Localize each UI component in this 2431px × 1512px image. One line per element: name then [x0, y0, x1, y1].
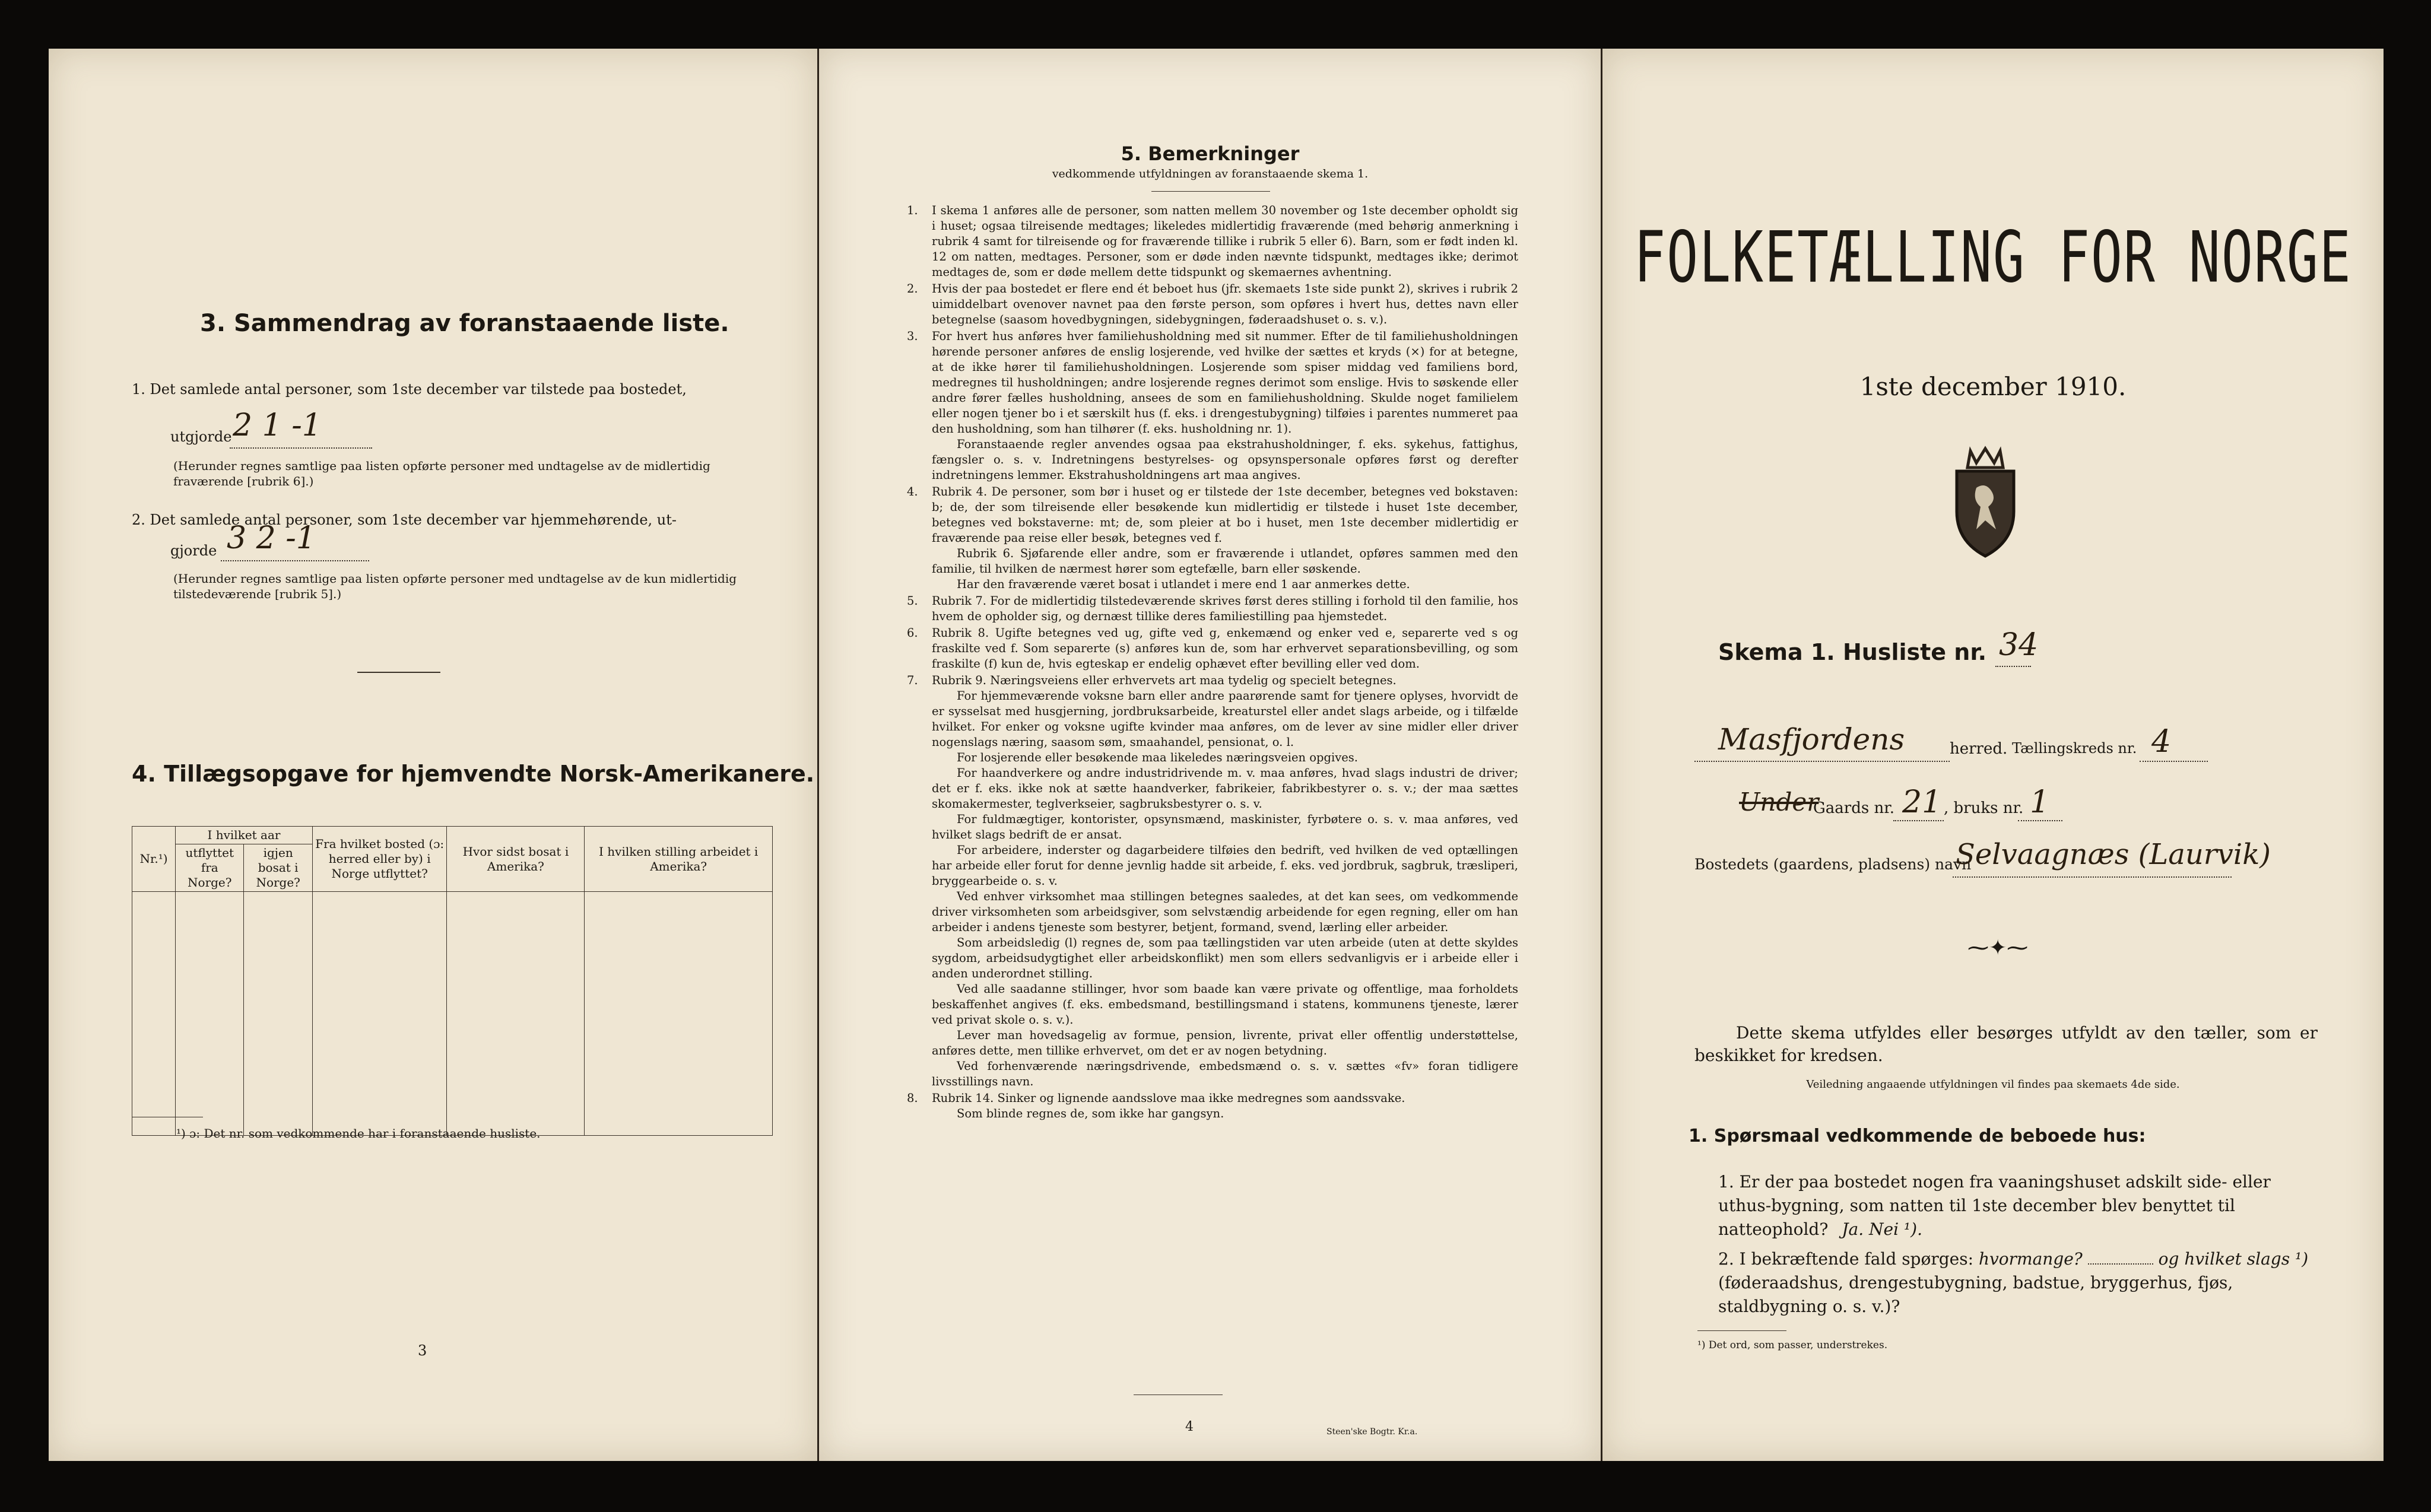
page-number: 4 — [1185, 1419, 1194, 1434]
questions-heading: 1. Spørsmaal vedkommende de beboede hus: — [1689, 1126, 2146, 1146]
instruction: Dette skema utfyldes eller besørges utfyldt av den tæller, som er beskikket for kredsen. — [1694, 1023, 2318, 1065]
paragraph-text: Har den fraværende været bosat i utlandet i mere end 1 aar anmerkes dette. — [957, 577, 1410, 591]
gaard-line — [1893, 820, 1944, 821]
section3-item2-note: (Herunder regnes samtlige paa listen opførte personer med undtagelse av de kun midlertidig tilstedeværende [rubrik 5].) — [173, 571, 737, 601]
divider — [357, 672, 440, 673]
section3-item1-text: 1. Det samlede antal personer, som 1ste december var tilstede paa bostedet, — [132, 381, 687, 398]
kreds-label: Tællingskreds nr. — [2012, 740, 2137, 757]
norsk-amerikanere-table — [132, 826, 773, 1136]
bemerkning-paragraph — [907, 484, 1518, 546]
page-middle — [819, 49, 1601, 1461]
question-1-answer: Ja. Nei ¹). — [1842, 1219, 1922, 1239]
question-2 — [1718, 1247, 2312, 1319]
ornament-icon: ⁓✦⁓ — [1967, 936, 2029, 960]
paragraph-number: 8. — [907, 1091, 918, 1105]
paragraph-text: Som arbeidsledig (l) regnes de, som paa tællingstiden var uten arbeide (uten at dette skyldes sygdom, arbeidsudygtighet eller arbeidskonflikt) men som ellers sedvanligvis er i arbeide eller i anden underordnet stilling. — [932, 936, 1518, 980]
bemerkning-paragraph — [907, 1091, 1518, 1106]
bemerkning-paragraph — [907, 203, 1518, 280]
paragraph-text: For arbeidere, inderster og dagarbeidere tilføies den bedrift, ved hvilken de ved optællingen har arbeide eller forut for denne jevnlig hadde sit arbeide, f. eks. ved jordbruk, sagbruk, træsliperi, bryggearbeide o. s. v. — [932, 843, 1518, 888]
bemerkning-paragraph — [907, 593, 1518, 624]
page-left — [49, 49, 817, 1461]
col-sidst: Hvor sidst bosat i Amerika? — [447, 827, 585, 892]
question-1 — [1718, 1170, 2312, 1241]
bosted-value: Selvaagnæs (Laurvik) — [1956, 838, 2271, 871]
bemerkning-paragraph — [907, 981, 1518, 1028]
question-2-examples: (føderaadshus, drengestubygning, badstue, bryggerhus, fjøs, staldbygning o. s. v.)? — [1718, 1273, 2233, 1316]
heading-rule — [1151, 191, 1270, 192]
bemerkning-paragraph — [907, 812, 1518, 843]
paragraph-text: For hvert hus anføres hver familiehusholdning med sit nummer. Efter de til familiehusholdningen hørende personer anføres de enslig losjerende, ved hvilke der sættes et kryds (×) for at betegne, at de ikke hører til familiehusholdningen. Losjerende som spiser middag ved familiens bord, medregnes til husholdningen; andre losjerende regnes derimot som enslige. Hvis to søskende eller andre fører fælles husholdning, ansees de som en familiehusholdning. Skulde noget familielem eller nogen tjener bo i et særskilt hus (f. eks. i drengestubygning) tilføies i parentes nummeret paa den husholdning, som han tilhører (f. eks. husholdning nr. 1). — [932, 329, 1518, 436]
husliste-number: 34 — [1999, 627, 2039, 663]
paragraph-text: For haandverkere og andre industridrivende m. v. maa anføres, hvad slags industri de driver; det er f. eks. ikke nok at sætte haandverker, fabrikeier, fabrikbestyrer o. s. v.; der maa sættes skomakermester, teglverkseier, sagbruksbestyrer o. s. v. — [932, 766, 1518, 811]
paragraph-text: Rubrik 6. Sjøfarende eller andre, som er fraværende i utlandet, opføres sammen med den familie, til hvilken de nærmest hører som egtefælle, barn eller søskende. — [932, 547, 1518, 576]
paragraph-text: For losjerende eller besøkende maa likeledes næringsveien opgives. — [957, 751, 1358, 764]
paragraph-text: Ved forhenværende næringsdrivende, embedsmænd o. s. v. sættes «fv» foran tidligere livsstillings navn. — [932, 1059, 1518, 1088]
section3-item1-prefix: utgjorde — [170, 428, 232, 445]
table-row — [132, 941, 773, 989]
instruction-sub: Veiledning angaaende utfyldningen vil findes paa skemaets 4de side. — [1806, 1078, 2180, 1091]
paragraph-number: 7. — [907, 674, 918, 687]
bemerkning-paragraph — [907, 437, 1518, 483]
paragraph-text: Lever man hovedsagelig av formue, pension, livrente, privat eller offentlig understøttelse, anføres dette, men tillike erhvervet, om det er av nogen betydning. — [932, 1028, 1518, 1057]
bemerkning-paragraph — [907, 843, 1518, 889]
col-stilling: I hvilken stilling arbeidet i Amerika? — [585, 827, 773, 892]
footnote: ¹) Det ord, som passer, understrekes. — [1697, 1339, 1888, 1351]
bemerkning-paragraph — [907, 1106, 1518, 1122]
item2-line — [221, 560, 369, 561]
paragraph-text: Rubrik 8. Ugifte betegnes ved ug, gifte ved g, enkemænd og enker ved e, separerte ved s og fraskilte ved f. Som separerte (s) anføres kun de, som har erhvervet separationsbevilling, og som fraskilte (f) kun de, hvis egteskap er endelig ophævet efter bevilling eller ved dom. — [932, 626, 1518, 671]
paragraph-text: Hvis der paa bostedet er flere end ét beboet hus (jfr. skemaets 1ste side punkt 2), skrives i rubrik 2 uimiddelbart ovenover navnet paa den første person, som opføres i hvert hus, dettes navn eller betegnelse (saasom hovedbygningen, sidebygningen, føderaadshuset o. s. v.). — [932, 282, 1518, 326]
table-row — [132, 989, 773, 1038]
bemerkninger-heading: 5. Bemerkninger — [1121, 142, 1300, 165]
bruk-line — [2018, 820, 2062, 821]
herred-label: herred. — [1950, 740, 2008, 758]
item1-line — [230, 447, 372, 449]
question-1-text: 1. Er der paa bostedet nogen fra vaaningshuset adskilt side- eller uthus-bygning, som natten til 1ste december blev benyttet til natteophold? — [1718, 1172, 2271, 1239]
question-2-text: 2. I bekræftende fald spørges: — [1718, 1249, 1974, 1269]
bruk-value: 1 — [2030, 784, 2050, 820]
bemerkning-paragraph — [907, 673, 1518, 688]
section3-item2-prefix: gjorde — [170, 542, 217, 559]
herred-value: Masfjordens — [1718, 722, 1905, 757]
section3-heading: 3. Sammendrag av foranstaaende liste. — [200, 310, 729, 337]
bosted-label: Bostedets (gaardens, pladsens) navn — [1694, 856, 1972, 873]
col-igjen: igjen bosat i Norge? — [244, 844, 312, 892]
bemerkning-paragraph — [907, 546, 1518, 577]
col-year-group: I hvilket aar — [176, 827, 313, 844]
col-bosted: Fra hvilket bosted (ɔ: herred eller by) i Norge utflyttet? — [312, 827, 447, 892]
bemerkning-paragraph — [907, 935, 1518, 981]
paragraph-number: 6. — [907, 626, 918, 640]
col-utflyttet: utflyttet fra Norge? — [176, 844, 244, 892]
paragraph-number: 3. — [907, 329, 918, 343]
form-title: FOLKETÆLLING FOR NORGE — [1634, 216, 2352, 299]
paragraph-text: Ved alle saadanne stillinger, hvor som baade kan være private og offentlige, maa forholdets beskaffenhet angives (f. eks. embedsmand, bestillingsmand i statens, kommunens tjeneste, lærer ved privat skole o. s. v.). — [932, 982, 1518, 1027]
bemerkning-paragraph — [907, 889, 1518, 935]
bemerkninger-subheading: vedkommende utfyldningen av foranstaaende skema 1. — [1052, 167, 1369, 180]
item1-handwritten-value: 2 1 -1 — [233, 408, 322, 443]
question-2-hvormange: hvormange? — [1978, 1249, 2083, 1269]
paragraph-number: 4. — [907, 485, 918, 498]
section4-heading: 4. Tillægsopgave for hjemvendte Norsk-Amerikanere. — [132, 761, 815, 787]
printer-mark: Steen'ske Bogtr. Kr.a. — [1326, 1427, 1418, 1437]
paragraph-number: 2. — [907, 282, 918, 296]
kreds-line — [2140, 761, 2208, 762]
paragraph-text: Rubrik 4. De personer, som bør i huset og er tilstede der 1ste december, betegnes ved bokstaven: b; de, der som tilreisende eller besøkende kun midlertidig er tilstede i huset 1ste december, betegnes ved bokstaverne: mt; de, som pleier at bo i huset, men 1ste december midlertidig er fraværende paa reise eller besøk, betegnes ved f. — [932, 485, 1518, 545]
paragraph-text: For hjemmeværende voksne barn eller andre paarørende samt for tjenere oplyses, hvorvidt de er sysselsat med husgjerning, jordbruksarbeide, kreaturstel eller andet slags arbeide, og i tilfælde hvilket. For enker og voksne ugifte kvinder maa anføres, om de lever av sine midler eller driver nogenslags næring, saasom søm, smaahandel, pensionat, o. l. — [932, 689, 1518, 749]
table-row — [132, 1038, 773, 1087]
table-row — [132, 892, 773, 941]
question-2-slags: og hvilket slags ¹) — [2158, 1249, 2309, 1269]
bemerkning-paragraph — [907, 1028, 1518, 1059]
section4-footnote: ¹) ɔ: Det nr. som vedkommende har i foranstaaende husliste. — [176, 1126, 541, 1141]
bemerkning-paragraph — [907, 625, 1518, 672]
paragraph-text: Foranstaaende regler anvendes ogsaa paa ekstrahusholdninger, f. eks. sykehus, fattighus, fængsler o. s. v. Indretningens bestyrelses- og opsynspersonale opføres først og derefter indretningens lemmer. Ekstrahusholdningens art maa angives. — [932, 437, 1518, 482]
paragraph-text: Rubrik 7. For de midlertidig tilstedeværende skrives først deres stilling i forhold til den familie, hos hvem de opholder sig, og dernæst tillike deres familiestilling paa hjemstedet. — [932, 594, 1518, 623]
bemerkninger-list — [907, 202, 1518, 1122]
bemerkning-paragraph — [907, 765, 1518, 812]
bemerkning-paragraph — [907, 750, 1518, 765]
schema-label: Skema 1. Husliste nr. — [1718, 639, 1987, 665]
paragraph-text: I skema 1 anføres alle de personer, som natten mellem 30 november og 1ste december opholdt sig i huset; ogsaa tilreisende medtages; likeledes midlertidig fraværende (med behørig anmerkning i rubrik 4 samt for tilreisende og for fraværende tillike i rubrik 5 eller 6). Barn, som er født inden kl. 12 om natten, medtages. Personer, som er døde inden nævnte tidspunkt, medtages ikke; derimot medtages de, som er døde mellem dette tidspunkt og skemaernes avhentning. — [932, 204, 1518, 279]
item2-handwritten-value: 3 2 -1 — [227, 520, 316, 556]
col-nr: Nr.¹) — [132, 827, 176, 892]
coat-of-arms-icon — [1944, 440, 2027, 559]
paragraph-number: 1. — [907, 204, 918, 217]
footnote-rule — [1697, 1330, 1786, 1331]
page-right — [1602, 49, 2384, 1461]
husliste-line — [1995, 666, 2031, 667]
gaard-value: 21 — [1902, 784, 1942, 820]
bemerkning-paragraph — [907, 281, 1518, 328]
paragraph-text: Rubrik 14. Sinker og lignende aandsslove maa ikke medregnes som aandssvake. — [932, 1091, 1405, 1105]
paragraph-number: 5. — [907, 594, 918, 608]
page-number: 3 — [418, 1342, 427, 1359]
herred-line — [1694, 761, 1950, 762]
bemerkning-paragraph — [907, 329, 1518, 437]
hvormange-line — [2088, 1263, 2153, 1265]
bosted-line — [1953, 876, 2232, 878]
paragraph-text: Som blinde regnes de, som ikke har gangsyn. — [957, 1107, 1224, 1120]
paragraph-text: Ved enhver virksomhet maa stillingen betegnes saaledes, at det kan sees, om vedkommende driver virksomheten som arbeidsgiver, som selvstændig arbeidende for egen regning, eller om han arbeider i andens tjeneste som bestyrer, betjent, formand, svend, lærling eller arbeider. — [932, 890, 1518, 934]
bruk-label: , bruks nr. — [1944, 799, 2024, 817]
gaard-label: Gaards nr. — [1813, 799, 1895, 817]
bemerkning-paragraph — [907, 577, 1518, 592]
paragraph-text: For fuldmægtiger, kontorister, opsynsmænd, maskinister, fyrbøtere o. s. v. maa anføres, ved hvilket slags bedrift de er ansat. — [932, 812, 1518, 841]
kreds-value: 4 — [2151, 724, 2172, 760]
bemerkning-paragraph — [907, 1059, 1518, 1089]
section3-item2-text: 2. Det samlede antal personer, som 1ste december var hjemmehørende, ut- — [132, 512, 677, 528]
gaard-prefix: Under — [1739, 787, 1819, 817]
section3-item1-note: (Herunder regnes samtlige paa listen opførte personer med undtagelse av de midlertidig fraværende [rubrik 6].) — [173, 459, 710, 488]
paragraph-text: Rubrik 9. Næringsveiens eller erhvervets art maa tydelig og specielt betegnes. — [932, 674, 1397, 687]
bemerkning-paragraph — [907, 688, 1518, 750]
form-date: 1ste december 1910. — [1859, 372, 2127, 401]
